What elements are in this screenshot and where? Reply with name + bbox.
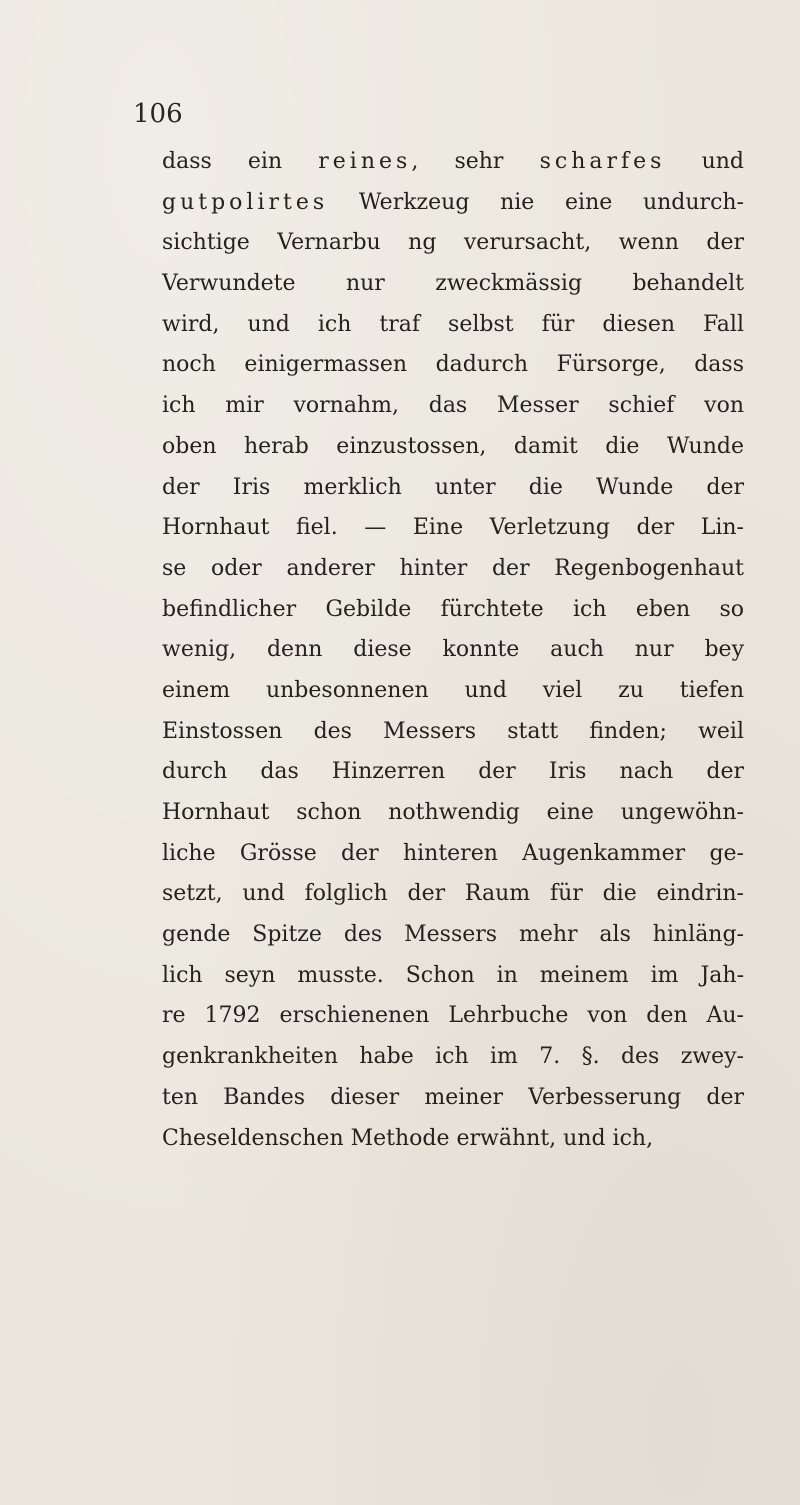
text-line: sichtige Vernarbu ng verursacht, wenn der bbox=[162, 230, 744, 256]
text-line: setzt, und folglich der Raum für die eindrin- bbox=[162, 881, 744, 907]
text-segment: dass ein bbox=[162, 149, 319, 174]
text-line: liche Grösse der hinteren Augenkammer ge- bbox=[162, 840, 744, 866]
text-line: wird, und ich traf selbst für diesen Fall bbox=[162, 311, 744, 337]
text-line: Einstossen des Messers statt finden; weil bbox=[162, 718, 744, 744]
text-line: genkrankheiten habe ich im 7. §. des zwey- bbox=[162, 1044, 744, 1070]
text-line: wenig, denn diese konnte auch nur bey bbox=[162, 637, 744, 663]
text-segment: , sehr bbox=[411, 149, 540, 174]
text-line: befindlicher Gebilde fürchtete ich eben so bbox=[162, 596, 744, 622]
page-number: 106 bbox=[133, 99, 183, 129]
text-line: noch einigermassen dadurch Fürsorge, dass bbox=[162, 352, 744, 378]
body-text bbox=[162, 142, 744, 1159]
text-segment: Werkzeug nie eine undurch- bbox=[328, 189, 744, 215]
text-line: Hornhaut schon nothwendig eine ungewöhn- bbox=[162, 800, 744, 825]
text-line: lich seyn musste. Schon in meinem im Jah- bbox=[162, 962, 744, 988]
text-line: oben herab einzustossen, damit die Wunde bbox=[162, 433, 744, 459]
text-line bbox=[162, 142, 744, 183]
text-line bbox=[162, 183, 744, 224]
text-segment: und bbox=[665, 149, 744, 174]
text-line: durch das Hinzerren der Iris nach der bbox=[162, 759, 744, 785]
text-line: der Iris merklich unter die Wunde der bbox=[162, 474, 744, 500]
spaced-emphasis: reines bbox=[318, 149, 412, 174]
text-line: Hornhaut fiel. — Eine Verletzung der Lin- bbox=[162, 515, 744, 541]
text-line: gende Spitze des Messers mehr als hinläng- bbox=[162, 922, 744, 948]
text-line: einem unbesonnenen und viel zu tiefen bbox=[162, 677, 744, 703]
text-line: re 1792 erschienenen Lehrbuche von den Au- bbox=[162, 1003, 744, 1029]
spaced-emphasis: scharfes bbox=[539, 149, 666, 174]
text-line: Verwundete nur zweckmässig behandelt bbox=[162, 271, 744, 297]
spaced-emphasis: gutpolirtes bbox=[162, 189, 329, 215]
text-line: ich mir vornahm, das Messer schief von bbox=[162, 393, 744, 419]
text-line: Cheseldenschen Methode erwähnt, und ich, bbox=[162, 1125, 654, 1151]
text-line: ten Bandes dieser meiner Verbesserung der bbox=[162, 1084, 744, 1110]
text-line: se oder anderer hinter der Regenbogenhaut bbox=[162, 555, 744, 581]
